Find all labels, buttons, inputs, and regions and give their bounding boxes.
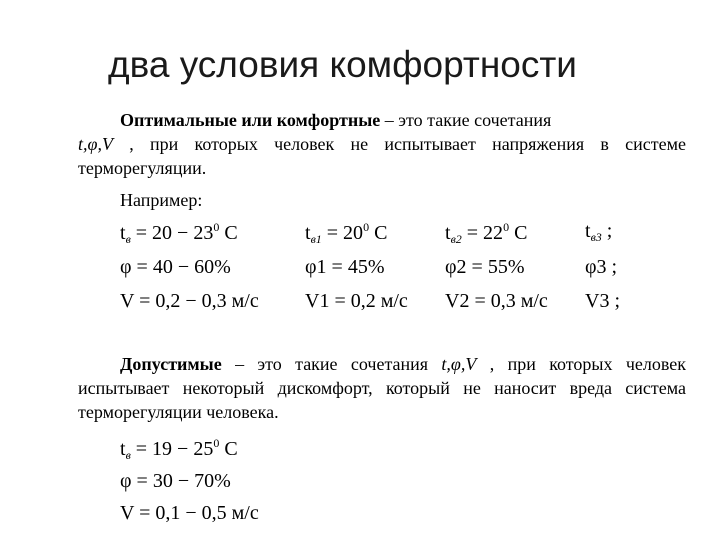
acceptable-definition	[78, 352, 686, 424]
optimal-text-1: – это такие сочетания	[380, 110, 552, 130]
table-cell: V2 = 0,3 м/с	[445, 290, 548, 312]
table-cell: φ2 = 55%	[445, 256, 525, 278]
acceptable-formula: φ = 30 − 70%	[120, 470, 231, 492]
table-cell: V3 ;	[585, 290, 620, 312]
acceptable-vars: t,φ,V	[441, 354, 477, 374]
optimal-vars: t,φ,V	[78, 134, 113, 154]
table-cell: V = 0,2 − 0,3 м/с	[120, 290, 259, 312]
table-cell: $t_{в3}$ ;	[585, 220, 613, 244]
optimal-text-2: , при которых человек не испытывает напряжения в системе терморегуляции.	[78, 134, 686, 178]
acceptable-formula: $t_в = 19 - 25^0$ C	[120, 436, 238, 462]
acceptable-text-2: , при которых человек испытывает некоторый дискомфорт, который не наносит вреда система терморегуляции человека.	[78, 354, 686, 422]
acceptable-formula: V = 0,1 − 0,5 м/с	[120, 502, 259, 524]
table-cell: φ1 = 45%	[305, 256, 385, 278]
table-cell: $t_{в2} = 22^0$ C	[445, 220, 528, 246]
optimal-term: Оптимальные или комфортные	[120, 110, 381, 130]
table-cell: $t_{в1} = 20^0$ C	[305, 220, 388, 246]
example-label: Например:	[120, 190, 203, 210]
optimal-definition	[78, 108, 686, 180]
slide-title: два условия комфортности	[108, 44, 577, 85]
acceptable-term: Допустимые	[120, 354, 222, 374]
table-cell: φ3 ;	[585, 256, 618, 278]
table-cell: $t_в = 20 - 23^0$ C	[120, 220, 238, 246]
table-cell: V1 = 0,2 м/с	[305, 290, 408, 312]
acceptable-text-1: – это такие сочетания	[221, 354, 442, 374]
table-cell: φ = 40 − 60%	[120, 256, 231, 278]
